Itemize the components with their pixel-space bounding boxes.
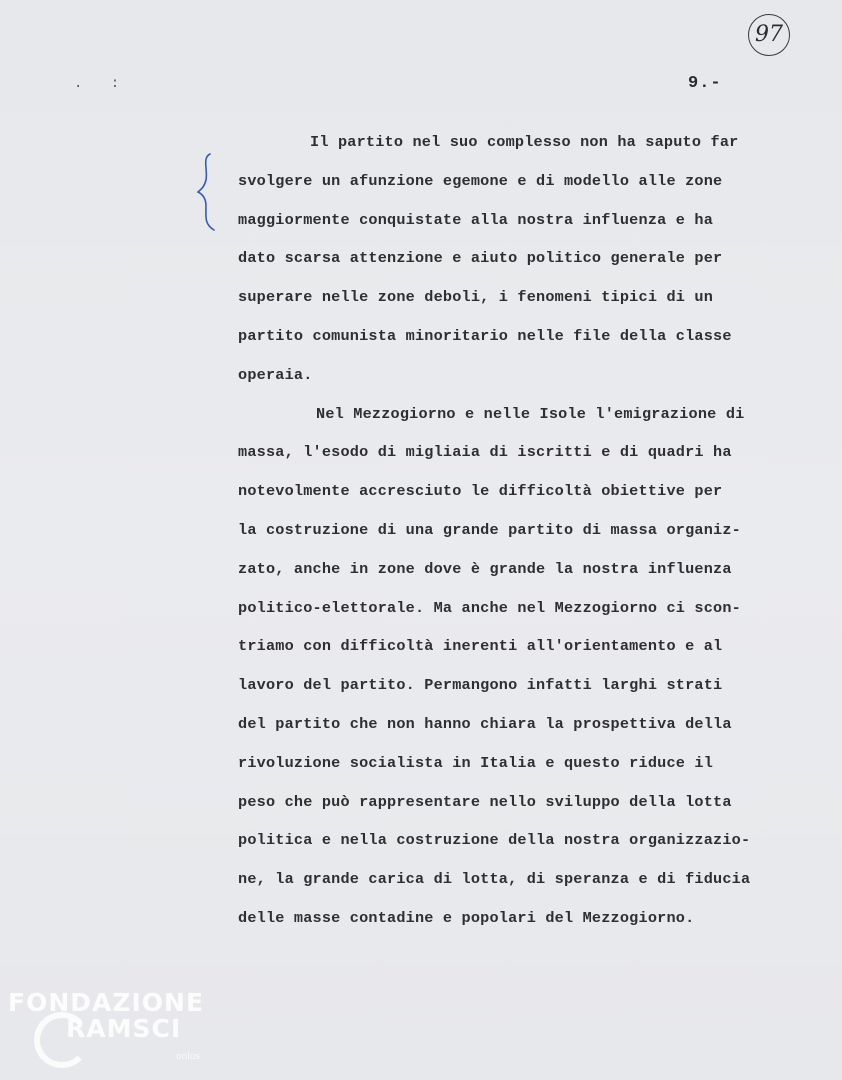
watermark-suffix: onlus: [176, 1052, 201, 1062]
text-line: Nel Mezzogiorno e nelle Isole l'emigrazione di: [316, 404, 745, 423]
text-line: la costruzione di una grande partito di massa organiz-: [238, 520, 741, 539]
text-line: massa, l'esodo di migliaia di iscritti e di quadri ha: [238, 443, 732, 462]
text-line: ne, la grande carica di lotta, di speranza e di fiducia: [238, 870, 751, 889]
text-line: superare nelle zone deboli, i fenomeni tipici di un: [238, 288, 714, 307]
text-line: delle masse contadine e popolari del Mezzogiorno.: [238, 908, 695, 927]
text-line: peso che può rappresentare nello sviluppo della lotta: [238, 792, 732, 811]
text-line: svolgere un afunzione egemone e di modello alle zone: [238, 171, 723, 190]
curly-bracket-annotation-icon: [196, 152, 220, 232]
text-line: zato, anche in zone dove è grande la nostra influenza: [238, 559, 732, 578]
text-line: rivoluzione socialista in Italia e questo riduce il: [238, 753, 714, 772]
text-line: del partito che non hanno chiara la prospettiva della: [238, 714, 732, 733]
text-line: triamo con difficoltà inerenti all'orientamento e al: [238, 637, 723, 656]
text-line: dato scarsa attenzione e aiuto politico generale per: [238, 249, 723, 268]
text-line: politico-elettorale. Ma anche nel Mezzogiorno ci scon-: [238, 598, 741, 617]
watermark-line-1: FONDAZIONE: [8, 988, 205, 1017]
text-line: partito comunista minoritario nelle file della classe: [238, 326, 732, 345]
page-number: 9.-: [688, 74, 722, 93]
text-line: notevolmente accresciuto le difficoltà obiettive per: [238, 482, 723, 501]
text-line: lavoro del partito. Permangono infatti larghi strati: [238, 676, 723, 695]
typewritten-text: [238, 130, 798, 945]
watermark-line-2: RAMSCI: [66, 1014, 182, 1043]
paragraph-1: [238, 130, 798, 402]
margin-marks: . :: [74, 76, 130, 92]
watermark-logo: [8, 990, 204, 1042]
text-line: Il partito nel suo complesso non ha saputo far: [310, 133, 739, 151]
text-line: operaia.: [238, 365, 313, 384]
text-line: politica e nella costruzione della nostra organizzazio-: [238, 831, 751, 850]
archive-page-number: 97: [748, 14, 790, 56]
paragraph-2: [238, 402, 798, 945]
text-line: maggiormente conquistate alla nostra influenza e ha: [238, 210, 714, 229]
